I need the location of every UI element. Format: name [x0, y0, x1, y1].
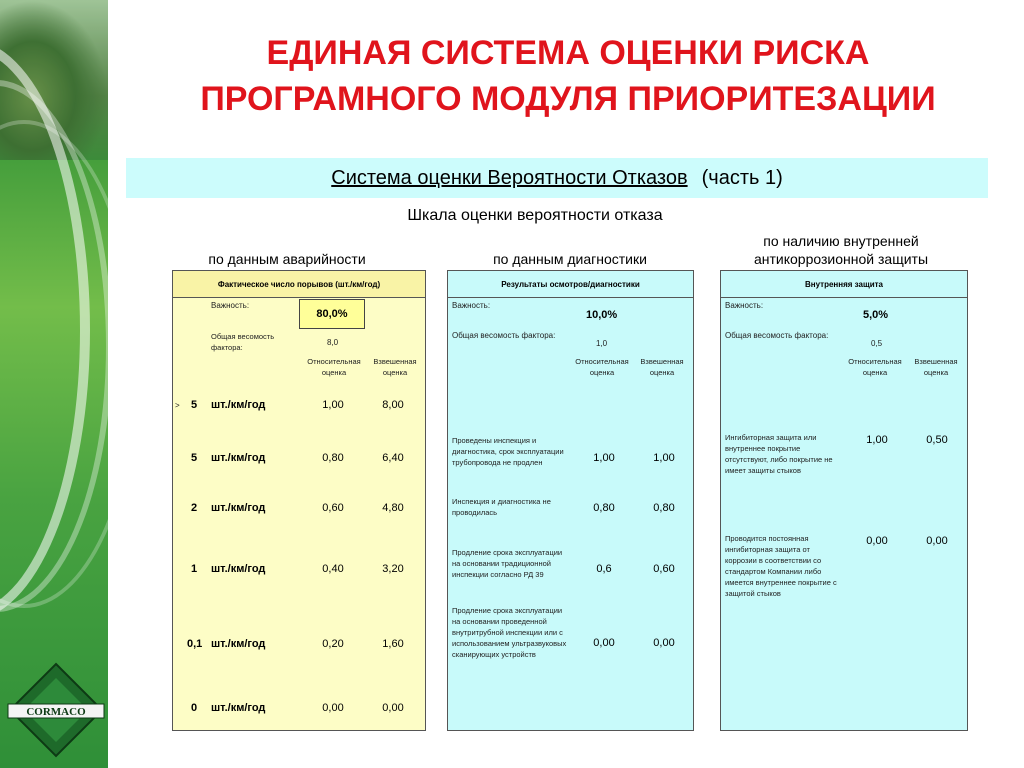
row-weighted: 1,60: [382, 638, 404, 650]
row-relative: 0,00: [593, 637, 615, 649]
panel-header: Фактическое число порывов (шт./км/год): [173, 271, 425, 298]
row-unit: шт./км/год: [211, 563, 266, 575]
row-unit: шт./км/год: [211, 452, 266, 464]
panel-accidents: [172, 270, 426, 731]
row-weighted: 6,40: [382, 452, 404, 464]
relative-score-label: Относительная оценка: [575, 357, 629, 377]
row-weighted: 8,00: [382, 399, 404, 411]
slide-title: [118, 30, 1018, 122]
row-unit: шт./км/год: [211, 399, 266, 411]
row-count: 5: [191, 399, 198, 411]
svg-text:CORMACO: CORMACO: [26, 706, 86, 718]
row-description: Инспекция и диагностика не проводилась: [452, 497, 551, 517]
row-unit: шт./км/год: [211, 702, 266, 714]
row-relative: 0,6: [596, 563, 612, 575]
row-description: Продление срока эксплуатации на основании проведенной внутритрубной инспекции или с использованием ультразвуковых сканирующих устройств: [452, 606, 567, 659]
decorative-side-band: [0, 0, 108, 768]
title-line-2: ПРОГРАМНОГО МОДУЛЯ ПРИОРИТЕЗАЦИИ: [200, 80, 936, 118]
row-relative: 0,20: [322, 638, 344, 650]
panel-header: Внутренняя защита: [721, 271, 967, 298]
importance-value: 10,0%: [586, 309, 618, 321]
row-relative: 0,00: [322, 702, 344, 714]
weight-label: Общая весомость фактора:: [211, 332, 275, 352]
row-description: Проведены инспекция и диагностика, срок эксплуатации трубопровода не продлен: [452, 436, 564, 467]
row-relative: 1,00: [866, 434, 888, 446]
row-weighted: 0,60: [653, 563, 675, 575]
title-line-1: ЕДИНАЯ СИСТЕМА ОЦЕНКИ РИСКА: [266, 34, 870, 72]
column-label-protection: по наличию внутренней антикоррозионной защиты: [753, 233, 929, 267]
column-label-diagnostics: по данным диагностики: [493, 251, 647, 267]
row-weighted: 1,00: [653, 452, 675, 464]
row-description: Ингибиторная защита или внутреннее покрытие отсутствуют, либо покрытие не имеет защиты стыков: [725, 433, 833, 475]
row-count: 1: [191, 563, 198, 575]
row-relative: 1,00: [322, 399, 344, 411]
row-weighted: 0,80: [653, 502, 675, 514]
row-count: 5: [191, 452, 198, 464]
row-description: Продление срока эксплуатации на основании традиционной инспекции согласно РД 39: [452, 548, 563, 579]
row-unit: шт./км/год: [211, 638, 266, 650]
row-count: 2: [191, 502, 198, 514]
importance-value: 5,0%: [863, 309, 889, 321]
row-relative: 0,80: [593, 502, 615, 514]
importance-value: 80,0%: [299, 299, 365, 329]
weight-value: 8,0: [327, 338, 339, 347]
panel-header: Результаты осмотров/диагностики: [448, 271, 693, 298]
importance-label: Важность:: [452, 301, 491, 310]
row-description: Проводится постоянная ингибиторная защита от коррозии в соответствии со стандартом Компании либо имеется внутреннее покрытие с защитой стыков: [725, 534, 837, 598]
weighted-score-label: Взвешенная оценка: [914, 357, 958, 377]
row-count: 0,1: [187, 638, 203, 650]
row-weighted: 0,50: [926, 434, 948, 446]
column-label-accidents: по данным аварийности: [208, 251, 366, 267]
row-weighted: 0,00: [653, 637, 675, 649]
row-relative: 0,40: [322, 563, 344, 575]
weighted-score-label: Взвешенная оценка: [640, 357, 684, 377]
row-relative: 0,00: [866, 535, 888, 547]
importance-label: Важность:: [725, 301, 764, 310]
company-logo: [6, 660, 106, 760]
row-relative: 1,00: [593, 452, 615, 464]
row-weighted: 0,00: [926, 535, 948, 547]
panel-diagnostics: [447, 270, 694, 731]
decorative-arc: [0, 120, 108, 608]
row-weighted: 0,00: [382, 702, 404, 714]
relative-score-label: Относительная оценка: [848, 357, 902, 377]
weight-label: Общая весомость фактора:: [452, 331, 556, 340]
weight-label: Общая весомость фактора:: [725, 331, 829, 340]
subtitle-part: (часть 1): [701, 166, 783, 189]
row-weighted: 3,20: [382, 563, 404, 575]
importance-label: Важность:: [211, 301, 250, 310]
row-count: 0: [191, 702, 198, 714]
row-relative: 0,60: [322, 502, 344, 514]
subtitle-main: Система оценки Вероятности Отказов: [331, 166, 688, 189]
weighted-score-label: Взвешенная оценка: [373, 357, 417, 377]
panel-internal-protection: [720, 270, 968, 731]
weight-value: 1,0: [596, 339, 608, 348]
greater-than-mark: >: [175, 401, 180, 410]
subtitle-bar: [126, 158, 988, 198]
weight-value: 0,5: [871, 339, 883, 348]
row-unit: шт./км/год: [211, 502, 266, 514]
scale-title: Шкала оценки вероятности отказа: [407, 207, 663, 224]
row-relative: 0,80: [322, 452, 344, 464]
row-weighted: 4,80: [382, 502, 404, 514]
relative-score-label: Относительная оценка: [307, 357, 361, 377]
